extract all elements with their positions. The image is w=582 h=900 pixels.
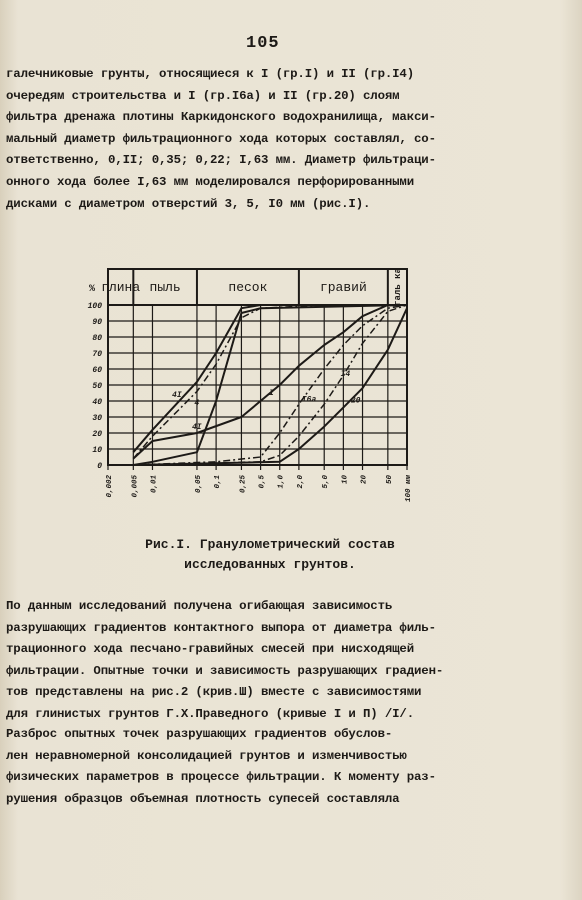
grading-curve	[133, 305, 407, 452]
y-tick-label: 10	[92, 446, 102, 455]
curve-label: I	[269, 389, 274, 398]
y-tick-label: 80	[92, 334, 102, 343]
fraction-label: пыль	[149, 280, 181, 295]
text-line: дисками с диаметром отверстий 3, 5, I0 мм (рис.I).	[6, 196, 371, 211]
x-tick-label: 5,0	[322, 475, 331, 489]
text-line: мальный диаметр фильтрационного хода которых составлял, со-	[6, 131, 436, 146]
curve-label: 4	[194, 399, 200, 408]
x-tick-label: 0,25	[239, 475, 248, 494]
text-line: рушения образцов объемная плотность супесей составляла	[6, 791, 400, 806]
x-tick-label: 0,002	[106, 475, 114, 498]
paragraph-1	[6, 64, 572, 215]
text-line: галечниковые грунты, относящиеся к I (гр.I) и II (гр.I4)	[6, 67, 414, 81]
text-line: фильтрации. Опытные точки и зависимость разрушающих градиен-	[6, 663, 444, 678]
x-tick-label: 0,05	[194, 475, 203, 494]
x-tick-label: 20	[360, 475, 369, 485]
y-tick-label: 90	[92, 318, 102, 327]
fraction-label: галь ка	[392, 268, 403, 306]
grain-size-figure	[80, 265, 430, 515]
y-tick-label: 100	[87, 302, 102, 311]
fraction-label: глина	[101, 280, 141, 295]
paragraph-2	[6, 596, 572, 726]
x-tick-label: 100 мм	[405, 475, 413, 503]
figure-caption-line-1: Рис.I. Гранулометрический состав	[145, 537, 395, 552]
text-line: лен неравномерной консолидацией грунтов и изменчивостью	[6, 748, 407, 763]
x-tick-label: 10	[341, 475, 350, 485]
grading-curve	[133, 308, 407, 465]
text-line: разрушающих градиентов контактного выпора от диаметра филь-	[6, 620, 436, 635]
page-number: 105	[246, 34, 280, 53]
text-line: Разброс опытных точек разрушающих градиентов обуслов-	[6, 727, 393, 741]
curve-label: 4I	[191, 423, 202, 432]
y-tick-label: 70	[92, 350, 102, 359]
grain-size-chart	[80, 265, 430, 515]
curve-label: I6а	[301, 395, 317, 405]
text-line: очередям строительства и I (гр.I6а) и II (гр.20) слоям	[6, 88, 400, 103]
curve-label: I4	[340, 369, 351, 379]
fraction-label: гравий	[319, 280, 367, 295]
figure-caption-line-2: исследованных грунтов.	[184, 557, 356, 572]
x-tick-label: 0,01	[150, 475, 159, 494]
y-tick-label: 50	[92, 382, 102, 391]
y-tick-label: 20	[92, 430, 102, 439]
y-tick-label: 40	[92, 398, 102, 407]
y-axis-label: %	[88, 284, 96, 295]
x-tick-label: 0,005	[131, 475, 140, 498]
x-tick-label: 2,0	[296, 475, 305, 489]
curve-label: 20	[350, 396, 361, 406]
text-line: По данным исследований получена огибающая зависимость	[6, 599, 393, 613]
paragraph-3	[6, 724, 572, 810]
x-tick-label: 0,1	[214, 475, 223, 489]
text-line: тов представлены на рис.2 (крив.Ш) вместе с зависимостями	[6, 685, 422, 700]
y-tick-label: 0	[97, 462, 102, 471]
text-line: для глинистых грунтов Г.Х.Праведного (кривые I и П) /I/.	[6, 706, 414, 721]
text-line: ответственно, 0,II; 0,35; 0,22; I,63 мм. Диаметр фильтраци-	[6, 153, 436, 168]
text-line: трационного хода песчано-гравийных смесей при нисходящей	[6, 642, 414, 657]
y-tick-label: 60	[92, 366, 102, 375]
text-line: фильтра дренажа плотины Каркидонского водохранилища, макси-	[6, 110, 436, 125]
curve-label: 4I	[172, 391, 182, 400]
text-line: физических параметров в процессе фильтрации. К моменту раз-	[6, 770, 436, 785]
x-tick-label: 0,5	[258, 475, 267, 489]
text-line: онного хода более I,63 мм моделировался перфорированными	[6, 174, 414, 189]
x-tick-label: 50	[385, 475, 394, 485]
y-tick-label: 30	[92, 414, 102, 423]
fraction-label: песок	[228, 280, 268, 295]
x-tick-label: 1,0	[277, 475, 286, 489]
